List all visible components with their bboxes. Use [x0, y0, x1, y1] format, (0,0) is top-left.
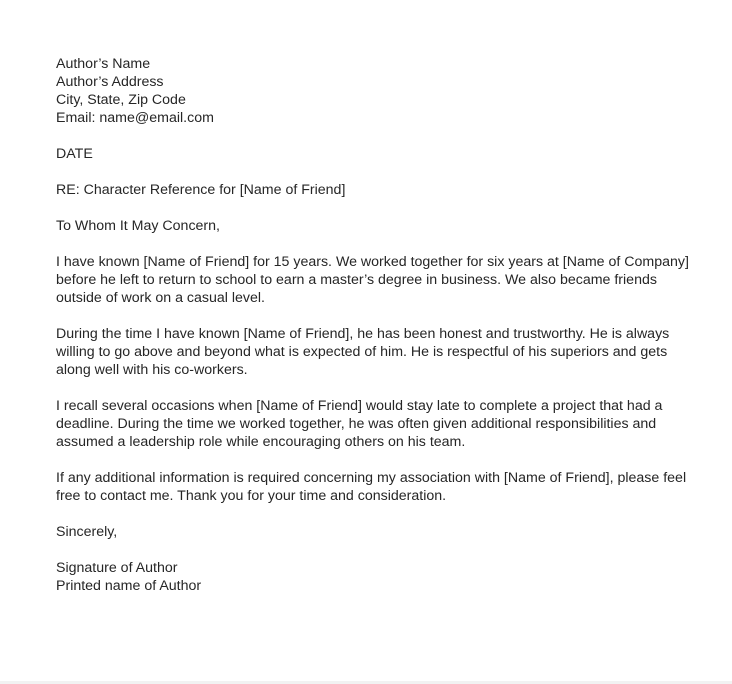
- signature-block: [56, 559, 696, 595]
- letter-date: DATE: [56, 146, 93, 162]
- paragraph-line: During the time I have known [Name of Friend], he has been honest and trustworthy. He is always: [56, 326, 670, 342]
- paragraph-line: willing to go above and beyond what is expected of him. He is respectful of his superiors and gets: [56, 344, 668, 360]
- body-paragraph-1: [56, 253, 696, 307]
- letter-closing: Sincerely,: [56, 524, 118, 540]
- spacer: [56, 379, 696, 397]
- spacer: [56, 451, 696, 469]
- spacer: [56, 505, 696, 523]
- paragraph-line: along well with his co-workers.: [56, 362, 248, 378]
- spacer: [56, 235, 696, 253]
- printed-name: Printed name of Author: [56, 578, 202, 594]
- subject-block: [56, 181, 696, 199]
- spacer: [56, 199, 696, 217]
- spacer: [56, 127, 696, 145]
- author-city-state-zip: City, State, Zip Code: [56, 92, 186, 108]
- paragraph-line: I recall several occasions when [Name of Friend] would stay late to complete a project that had a: [56, 398, 663, 414]
- author-address: Author’s Address: [56, 74, 164, 90]
- body-paragraph-3: [56, 397, 696, 451]
- body-paragraph-2: [56, 325, 696, 379]
- paragraph-line: assumed a leadership role while encouraging others on his team.: [56, 434, 466, 450]
- salutation-block: [56, 217, 696, 235]
- paragraph-line: before he left to return to school to earn a master’s degree in business. We also became friends: [56, 272, 657, 288]
- author-block: [56, 55, 696, 127]
- letter-salutation: To Whom It May Concern,: [56, 218, 220, 234]
- signature-line: Signature of Author: [56, 560, 178, 576]
- paragraph-line: If any additional information is required concerning my association with [Name of Friend], please feel: [56, 470, 687, 486]
- date-block: [56, 145, 696, 163]
- closing-block: [56, 523, 696, 541]
- paragraph-line: free to contact me. Thank you for your time and consideration.: [56, 488, 447, 504]
- paragraph-line: I have known [Name of Friend] for 15 years. We worked together for six years at [Name of Company]: [56, 254, 689, 270]
- paragraph-line: deadline. During the time we worked together, he was often given additional responsibilities and: [56, 416, 657, 432]
- author-email: Email: name@email.com: [56, 110, 214, 126]
- body-paragraph-4: [56, 469, 696, 505]
- letter-subject: RE: Character Reference for [Name of Friend]: [56, 182, 346, 198]
- author-name: Author’s Name: [56, 56, 151, 72]
- paragraph-line: outside of work on a casual level.: [56, 290, 265, 306]
- spacer: [56, 163, 696, 181]
- spacer: [56, 307, 696, 325]
- spacer: [56, 541, 696, 559]
- character-reference-letter: [56, 55, 696, 595]
